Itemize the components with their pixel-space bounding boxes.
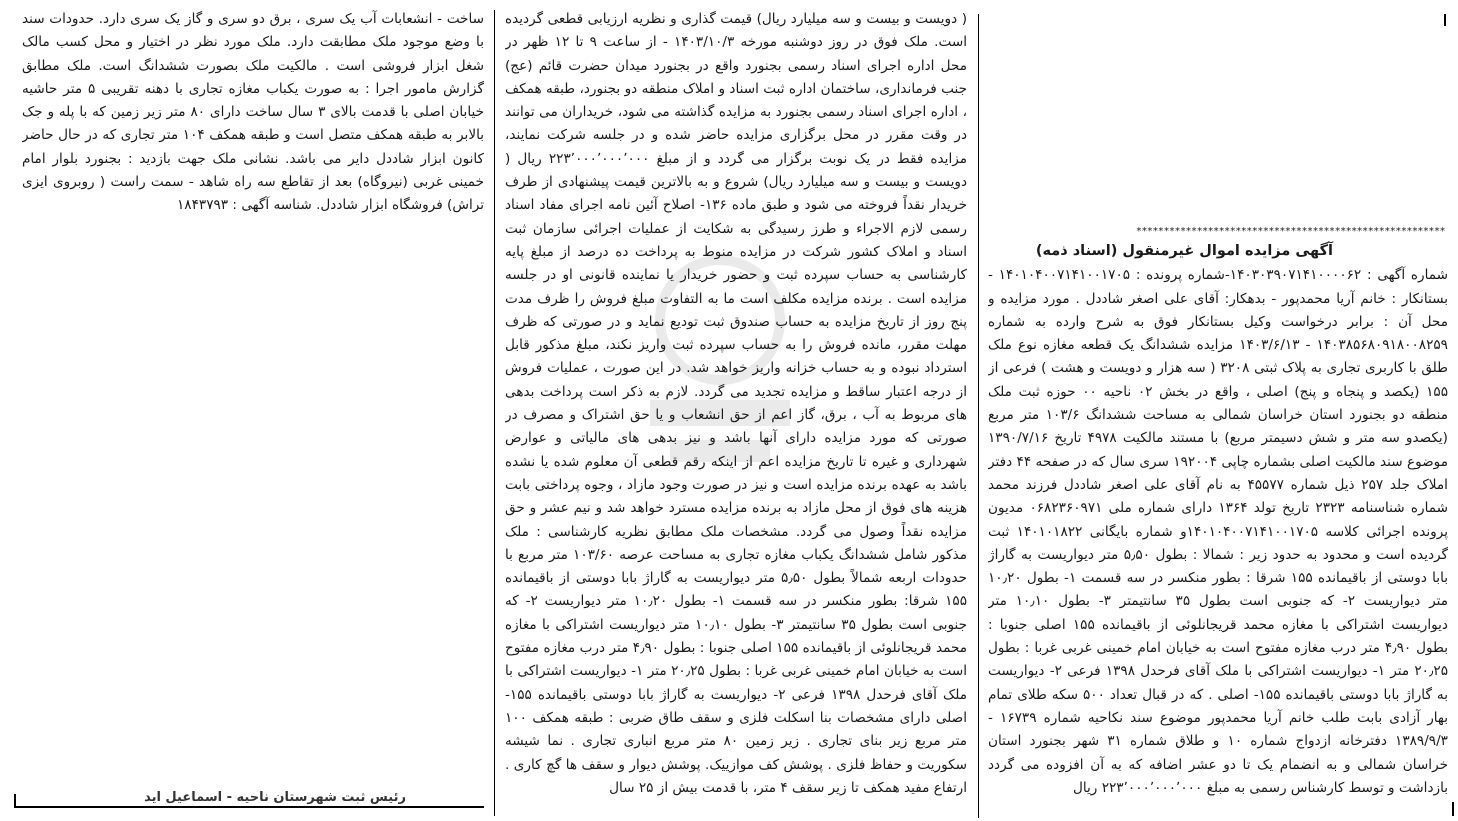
corner-tick-bottom-right bbox=[1452, 802, 1454, 816]
notice-title: آگهی مزایده اموال غیرمنقول (اسناد ذمه) bbox=[1035, 243, 1333, 259]
signature-line: رئیس ثبت شهرستان ناحیه - اسماعیل اید bbox=[144, 790, 406, 805]
column-divider-right bbox=[978, 14, 979, 818]
notice-column-middle bbox=[505, 8, 967, 816]
column-divider-left bbox=[494, 10, 495, 816]
notice-body-left: ساخت - انشعابات آب یک سری ، برق دو سری و گاز یک سری دارد. حدودات سند با وضع موجود ملک مطابقت دارد. ملک مورد نظر در اختیار و محل کسب مالک شغل ابزار فروشی است . مالکیت ملک بصورت ششدانگ است. ملک مطابق گزارش مامور اجرا : به صورت یکباب مغازه تجاری با دهنه تقریبی ۵ متر حاشیه خیابان اصلی با قدمت بالای ۳ سال ساخت دارای ۸۰ متر زیر زمین که با پله و جک بالابر به طبقه همکف متصل است و طبقه همکف ۱۰۴ متر تجاری که در حال حاضر کانون ابزار شاددل دایر می باشد. نشانی ملک جهت بازدید : بجنورد بلوار امام خمینی غربی (نیروگاه) بعد از تقاطع سه راه شاهد - سمت راست ( روبروی ایزی تراش) فروشگاه ابزار شاددل. شناسه آگهی : ۱۸۴۳۷۹۳ bbox=[22, 11, 484, 214]
corner-tick-top-right bbox=[1444, 14, 1446, 26]
notice-body-middle: ( دویست و بیست و سه میلیارد ریال) قیمت گذاری و نظریه ارزیابی قطعی گردیده است. ملک فوق در روز دوشنبه مورخه ۱۴۰۳/۱۰/۳ - از ساعت ۹ تا ۱۲ ظهر در محل اداره اجرای اسناد رسمی بجنورد واقع در بجنورد میدان حضرت قائم (عج) جنب فرمانداری، ساختمان اداره ثبت اسناد و املاک منطقه دو بجنورد، طبقه همکف ، اداره اجرای اسناد رسمی بجنورد به مزایده گذاشته می شود، خریداران می توانند در وقت مقرر در محل برگزاری مزایده حاضر شده و در جلسه شرکت نمایند، مزایده فقط در یک نوبت برگزار می گردد و از مبلغ ۲۲۳٬۰۰۰٬۰۰۰٬۰۰۰ ریال ( دویست و بیست و سه میلیارد ریال) شروع و به بالاترین قیمت پیشنهادی از طرف خریدار نقداً فروخته می شود و طبق ماده ۱۳۶- اصلاح آئین نامه اجرای مفاد اسناد رسمی لازم الاجراء و طرز رسیدگی به شکایت از عملیات اجرائی سازمان ثبت اسناد و املاک کشور شرکت در مزایده منوط به پرداخت ده درصد از مبلغ پایه کارشناسی به حساب سپرده ثبت و حضور خریدار یا نماینده قانونی او در جلسه مزایده است . برنده مزایده مکلف است ما به التفاوت مبلغ فروش را ظرف مدت پنج روز از تاریخ مزایده به حساب صندوق ثبت تودیع نماید و در صورتی که ظرف مهلت مقرر، مانده فروش را به حساب سپرده ثبت واریز نکند، مبلغ مذکور قابل استرداد نبوده و به حساب خزانه واریز خواهد شد. در این صورت ، عملیات فروش از درجه اعتبار ساقط و مزایده تجدید می گردد. لازم به ذکر است پرداخت بدهی های مربوط به آب ، برق، گاز اعم از حق انشعاب و یا حق اشتراک و مصرف در صورتی که مورد مزایده دارای آنها باشد و نیز بدهی های مالیاتی و عوارض شهرداری و غیره تا تاریخ مزایده اعم از اینکه رقم قطعی آن معلوم شده یا نشده باشد به عهده برنده مزایده است و نیز در صورت وجود مازاد ، وجوه پرداختی بابت هزینه های فوق از محل مازاد به برنده مزایده مسترد خواهد شد و نیم عشر و حق مزایده نقداً وصول می گردد. مشخصات ملک مطابق نظریه کارشناسی : ملک مذکور شامل ششدانگ یکباب مغازه تجاری به مساحت عرصه ۱۰۳/۶۰ متر مربع با حدودات اربعه شمالاً بطول ۵٫۵۰ متر دیواریست به گاراژ بابا دوستی از باقیمانده ۱۵۵ شرقا: بطور منکسر در سه قسمت ۱- بطول ۱۰٫۲۰ متر دیواریست ۲- که جنوبی است بطول ۳۵ سانتیمتر ۳- بطول ۱۰٫۱۰ متر دیواریست اشتراکی با مغازه محمد قریجانلوئی از باقیمانده ۱۵۵ اصلی جنوبا : بطول ۴٫۹۰ متر درب مغازه مفتوح است به خیابان امام خمینی غربی غربا : بطول ۲۰٫۲۵ متر ۱- دیواریست اشتراکی با ملک آقای فرحدل ۱۳۹۸ فرعی ۲- دیواریست به گاراژ بابا دوستی باقیمانده ۱۵۵- اصلی دارای مشخصات بنا اسکلت فلزی و سقف طاق ضربی : طبقه همکف ۱۰۰ متر مربع زیر بنای تجاری . زیر زمین ۸۰ متر مربع انباری تجاری . نما شیشه سکوریت و حفاظ فلزی . پوشش کف موازییک. پوشش دیوار و سقف ها گچ کاری . ارتفاع مفید همکف تا زیر سقف ۴ متر، با قدمت بیش از ۲۵ سال bbox=[505, 11, 967, 796]
corner-tick-left bbox=[14, 794, 16, 808]
separator-stars: ******************************************************** bbox=[1135, 226, 1445, 237]
bottom-rule bbox=[14, 806, 484, 808]
notice-body-right: شماره آگهی : ۱۴۰۳۰۳۹۰۷۱۴۱۰۰۰۰۶۲-شماره پرونده : ۱۴۰۱۰۴۰۰۷۱۴۱۰۰۱۷۰۵ - بستانکار : خانم آریا محمدپور - بدهکار: آقای علی اصغر شاددل . مورد مزایده و محل آن : برابر درخواست وکیل بستانکار فوق به شرح وارده به شماره ۱۴۰۳۸۵۶۸۰۹۱۸۰۰۸۲۵۹ - ۱۴۰۳/۶/۱۳ مزایده ششدانگ یک قطعه مغازه نوع ملک طلق با کاربری تجاری به پلاک ثبتی ۳۲۰۸ ( سه هزار و دویست و هشت ) فرعی از ۱۵۵ (یکصد و پنجاه و پنج) اصلی ، واقع در بخش ۰۲ ناحیه ۰۰ حوزه ثبت ملک منطقه دو بجنورد استان خراسان شمالی به مساحت ششدانگ ۱۰۳/۶ متر مربع (یکصدو سه متر و شش دسیمتر مربع) با مستند مالکیت ۴۹۷۸ تاریخ ۱۳۹۰/۷/۱۶ موضوع سند مالکیت اصلی بشماره چاپی ۱۹۲۰۰۴ سری سال که در صفحه ۴۴ دفتر املاک جلد ۲۵۷ ذیل شماره ۴۵۵۷۷ به نام آقای علی اصغر شاددل فرزند محمد شماره شناسنامه ۲۳۲۳ تاریخ تولد ۱۳۶۴ دارای شماره ملی ۰۶۸۲۳۶۰۹۷۱ مدیون پرونده اجرائی کلاسه ۱۴۰۱۰۴۰۰۷۱۴۱۰۰۱۷۰۵و شماره بایگانی ۱۴۰۱۰۱۸۲۲ ثبت گردیده است و محدود به حدود زیر : شمالا : بطول ۵٫۵۰ متر دیواریست به گاراژ بابا دوستی از باقیمانده ۱۵۵ شرقا : بطور منکسر در سه قسمت ۱- بطول ۱۰٫۲۰ متر دیواریست ۲- که جنوبی است بطول ۳۵ سانتیمتر ۳- بطول ۱۰٫۱۰ متر دیواریست اشتراکی با مغازه محمد قریجانلوئی از باقیمانده ۱۵۵ اصلی جنوبا : بطول ۴٫۹۰ متر درب مغازه مفتوح است به خیابان امام خمینی غربی غربا : بطول ۲۰٫۲۵ متر ۱- دیواریست اشتراکی با ملک آقای فرحدل ۱۳۹۸ فرعی ۲- دیواریست به گاراژ بابا دوستی باقیمانده ۱۵۵- اصلی . که در قبال تعداد ۵۰۰ سکه طلای تمام بهار آزادی بابت طلب خانم آریا محمدپور موضوع سند نکاحیه شماره ۱۶۷۳۹ - ۱۳۸۹/۹/۳ دفترخانه ازدواج شماره ۱۰ و طلاق شماره ۳۱ شهر بجنورد استان خراسان شمالی و به انضمام یک تا دو عشر اضافه که به آن افزوده می گردد بازداشت و توسط کارشناس رسمی به مبلغ ۲۲۳٬۰۰۰٬۰۰۰٬۰۰۰ ریال bbox=[988, 267, 1448, 796]
notice-column-right bbox=[988, 240, 1448, 818]
notice-column-left bbox=[22, 8, 484, 228]
